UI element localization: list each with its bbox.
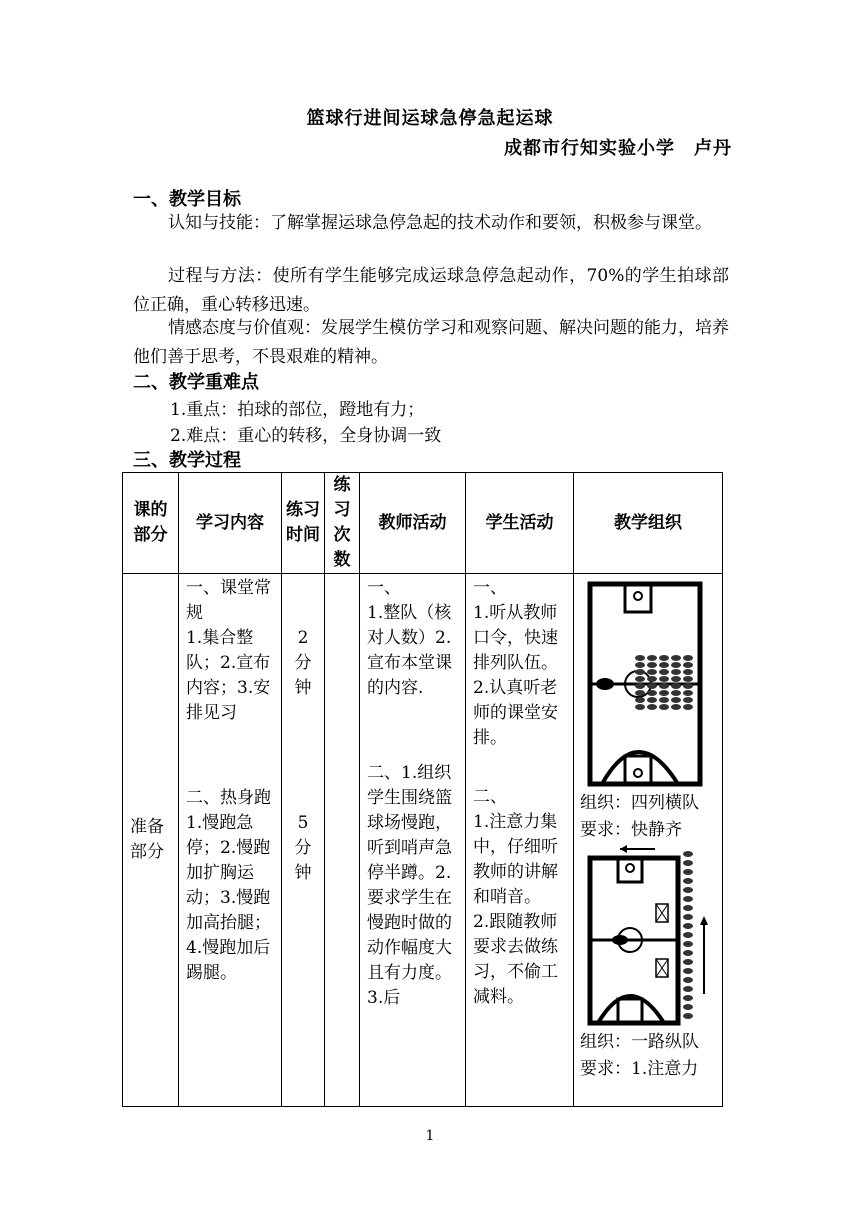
cell-teacher xyxy=(360,574,466,1107)
keypoint-1: 1.重点：拍球的部位，蹬地有力； xyxy=(170,400,425,420)
student-marker xyxy=(683,869,693,875)
header-content: 学习内容 xyxy=(179,473,282,574)
goal-paragraph-2: 过程与方法：使所有学生能够完成运球急停急起动作，70%的学生拍球部位正确，重心转移迅速。 xyxy=(133,266,729,315)
student-marker xyxy=(671,676,681,682)
student-marker xyxy=(647,676,657,682)
student-marker xyxy=(683,1013,693,1019)
student-marker xyxy=(683,950,693,956)
table-header-row xyxy=(123,473,723,574)
section-heading-keypoints: 二、教学重难点 xyxy=(133,372,259,393)
student-marker xyxy=(683,669,693,675)
cell-part: 准备部分 xyxy=(123,574,179,1107)
court-diagram-rows xyxy=(580,580,710,790)
student-marker xyxy=(659,676,669,682)
org-a-requirement: 要求：快静齐 xyxy=(580,820,682,840)
student-marker xyxy=(659,704,669,710)
student-marker xyxy=(683,1004,693,1010)
student-marker xyxy=(671,690,681,696)
page-number: 1 xyxy=(425,1128,435,1144)
student-marker xyxy=(683,905,693,911)
goal-paragraph-1: 认知与技能：了解掌握运球急停急起的技术动作和要领，积极参与课堂。 xyxy=(168,213,712,233)
student-marker xyxy=(647,669,657,675)
header-time: 练习时间 xyxy=(282,473,325,574)
student-marker xyxy=(659,662,669,668)
header-student: 学生活动 xyxy=(466,473,574,574)
teacher-a: 一、 1.整队（核对人数）2.宣布本堂课的内容. xyxy=(367,578,452,698)
student-marker xyxy=(659,669,669,675)
header-teacher: 教师活动 xyxy=(360,473,466,574)
content-a: 一、课堂常规 1.集合整队；2.宣布内容；3.安排见习 xyxy=(186,578,271,723)
student-marker xyxy=(647,655,657,661)
student-marker xyxy=(635,683,645,689)
cell-org xyxy=(574,574,723,1107)
lesson-table xyxy=(122,472,723,1107)
student-marker xyxy=(635,697,645,703)
header-count: 练习次数 xyxy=(325,473,360,574)
student-marker xyxy=(659,683,669,689)
time-a: 2 分 钟 xyxy=(294,628,312,698)
header-org: 教学组织 xyxy=(574,473,723,574)
section-heading-process: 三、教学过程 xyxy=(133,450,241,471)
student-marker xyxy=(659,697,669,703)
student-marker xyxy=(659,690,669,696)
student-marker xyxy=(683,986,693,992)
student-marker xyxy=(683,662,693,668)
table-row xyxy=(123,574,723,1107)
student-marker xyxy=(683,941,693,947)
student-marker xyxy=(683,932,693,938)
student-marker xyxy=(683,690,693,696)
cell-count xyxy=(325,574,360,1107)
student-marker xyxy=(683,704,693,710)
student-marker xyxy=(683,887,693,893)
student-marker xyxy=(683,914,693,920)
cell-time xyxy=(282,574,325,1107)
student-marker xyxy=(635,669,645,675)
student-marker xyxy=(683,697,693,703)
student-marker xyxy=(671,669,681,675)
content-b: 二、热身跑 1.慢跑急停；2.慢跑加扩胸运动；3.慢跑加高抬腿；4.慢跑加后踢腿。 xyxy=(186,788,271,983)
org-b-requirement: 要求：1.注意力 xyxy=(580,1059,699,1079)
teacher-b: 二、1.组织学生围绕篮球场慢跑，听到哨声急停半蹲。2.要求学生在慢跑时做的动作幅度大且有力度。3.后 xyxy=(367,763,452,1008)
document-author: 成都市行知实验小学 卢丹 xyxy=(504,138,732,159)
student-marker xyxy=(647,662,657,668)
goal-paragraph-3: 情感态度与价值观：发展学生模仿学习和观察问题、解决问题的能力，培养他们善于思考，不畏艰难的精神。 xyxy=(133,318,729,367)
student-marker xyxy=(683,977,693,983)
student-marker xyxy=(683,923,693,929)
student-marker xyxy=(683,683,693,689)
cell-student xyxy=(466,574,574,1107)
student-marker xyxy=(671,697,681,703)
keypoint-2: 2.难点：重心的转移，全身协调一致 xyxy=(170,426,442,446)
student-marker xyxy=(683,851,693,857)
student-marker xyxy=(635,690,645,696)
student-marker xyxy=(683,968,693,974)
student-a: 一、 1.听从教师口令，快速排列队伍。2.认真听老师的课堂安排。 xyxy=(473,578,558,748)
student-marker xyxy=(671,704,681,710)
student-marker xyxy=(683,959,693,965)
student-marker xyxy=(647,704,657,710)
student-marker xyxy=(671,683,681,689)
document-title: 篮球行进间运球急停急起运球 xyxy=(306,108,554,129)
student-marker xyxy=(635,662,645,668)
court-diagram-column xyxy=(580,844,710,1029)
header-part: 课的部分 xyxy=(123,473,179,574)
student-marker xyxy=(683,995,693,1001)
student-marker xyxy=(635,655,645,661)
cell-content xyxy=(179,574,282,1107)
student-marker xyxy=(683,860,693,866)
student-marker xyxy=(647,683,657,689)
section-heading-goals: 一、教学目标 xyxy=(133,189,241,210)
student-marker xyxy=(635,676,645,682)
student-marker xyxy=(683,655,693,661)
student-marker xyxy=(671,655,681,661)
student-marker xyxy=(683,896,693,902)
student-marker xyxy=(647,690,657,696)
student-marker xyxy=(659,655,669,661)
student-marker xyxy=(635,704,645,710)
org-a-formation: 组织：四列横队 xyxy=(580,793,699,813)
student-marker xyxy=(683,878,693,884)
org-b-formation: 组织：一路纵队 xyxy=(580,1032,699,1052)
student-marker xyxy=(671,662,681,668)
student-marker xyxy=(647,697,657,703)
student-b: 二、 1.注意力集中，仔细听教师的讲解和哨音。 2.跟随教师要求去做练习，不偷工减料。 xyxy=(473,787,558,1007)
time-b: 5 分 钟 xyxy=(294,813,312,883)
student-marker xyxy=(683,676,693,682)
